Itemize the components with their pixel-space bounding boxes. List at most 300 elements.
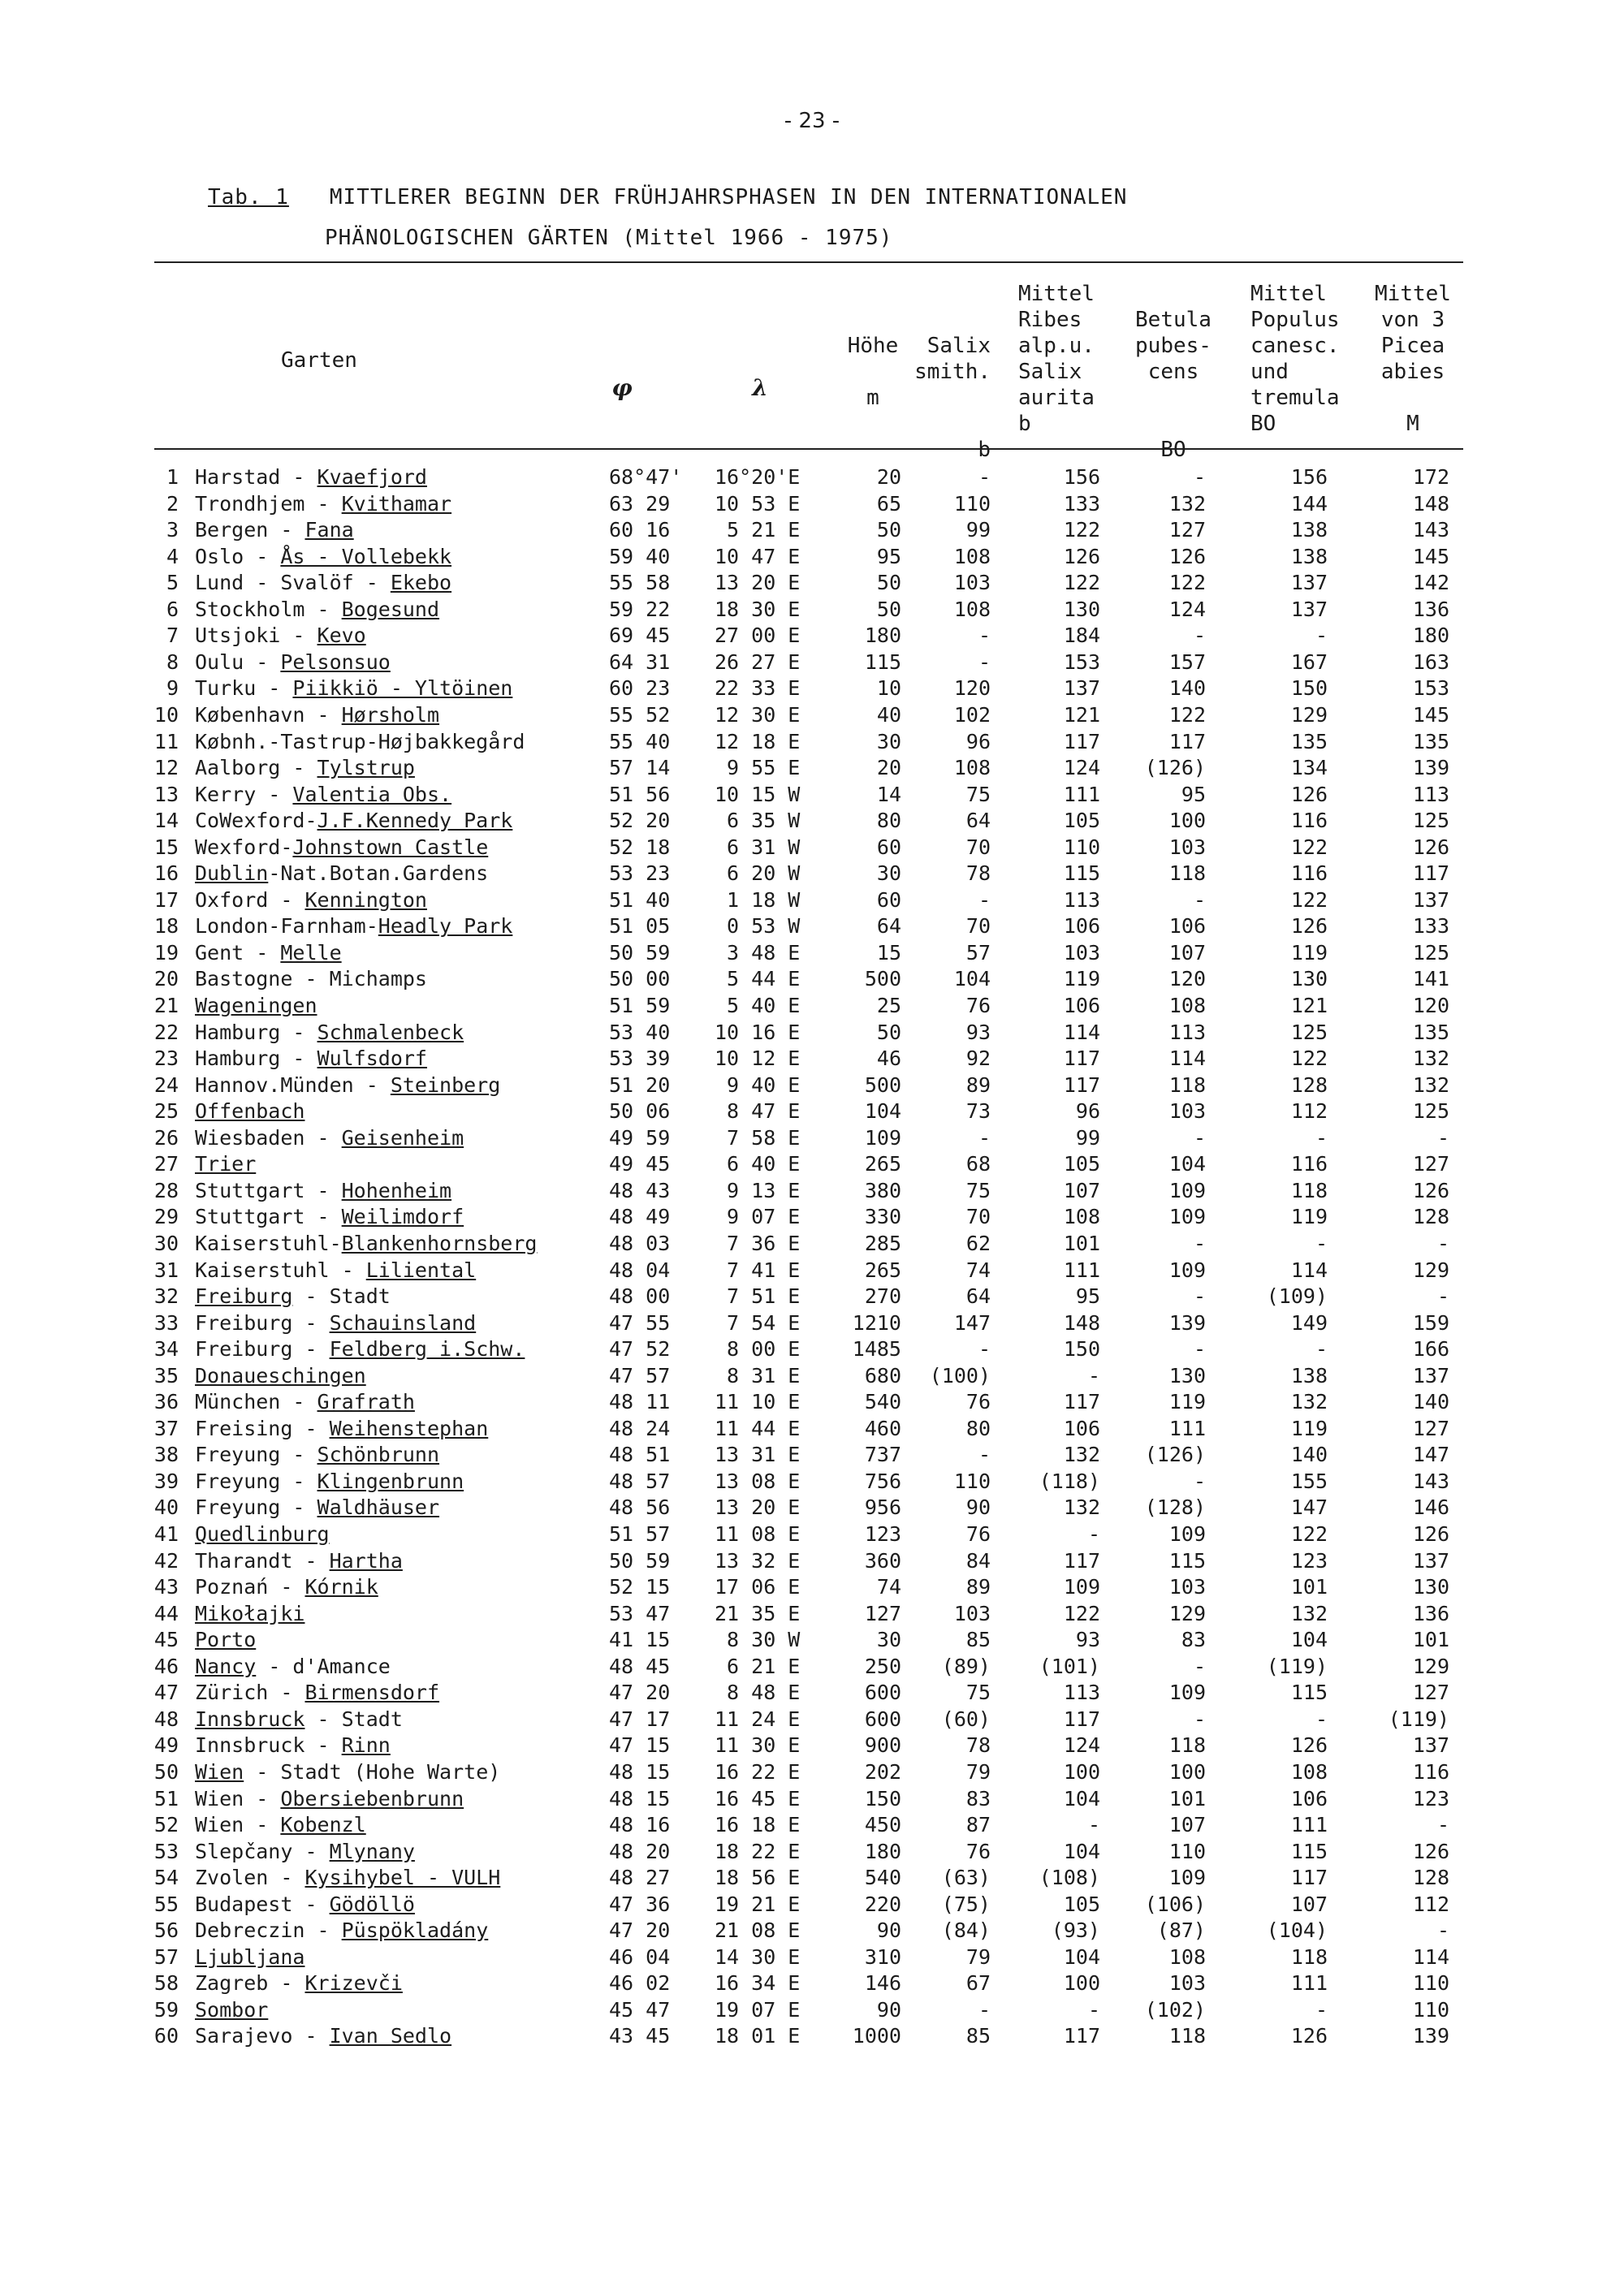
latitude-value: 47 17: [609, 1707, 671, 1731]
table-row: [0, 570, 1624, 596]
longitude-value: 27 00 E: [715, 624, 801, 648]
latitude-value: 53 47: [609, 1601, 671, 1625]
garden-name-pre: Wexford-: [195, 835, 293, 859]
betula-value: -: [1193, 1469, 1206, 1493]
picea-value: 137: [1412, 887, 1449, 912]
ribes-value: 153: [1063, 650, 1100, 674]
latitude-value: 55 58: [609, 571, 671, 595]
picea-value: 145: [1412, 702, 1449, 727]
betula-value: -: [1193, 465, 1206, 489]
picea-value: 146: [1412, 1495, 1449, 1520]
latitude-value: 47 52: [609, 1337, 671, 1362]
table-row: [0, 544, 1624, 570]
altitude-value: 25: [876, 994, 901, 1017]
longitude-value: 13 32 E: [715, 1548, 801, 1573]
garden-name: [195, 544, 617, 570]
longitude-value: 9 40 E: [715, 1072, 801, 1097]
betula-value: 157: [1168, 650, 1206, 674]
latitude-value: 52 18: [609, 835, 671, 859]
table-row: [0, 1098, 1624, 1124]
garden-name-pre: Freyung -: [195, 1495, 317, 1520]
longitude-value: 3 48 E: [715, 940, 801, 965]
picea-value: 126: [1412, 1839, 1449, 1863]
table-title-line-1: [208, 185, 1127, 209]
garden-name-pre: Freiburg -: [195, 1337, 330, 1362]
altitude-value: 150: [864, 1786, 901, 1810]
row-number: 53: [153, 1839, 179, 1863]
ribes-value: 100: [1063, 1759, 1100, 1784]
longitude-value: 6 21 E: [715, 1654, 801, 1678]
picea-value: 129: [1412, 1654, 1449, 1678]
betula-value: -: [1193, 1337, 1206, 1362]
altitude-value: 123: [864, 1522, 901, 1546]
longitude-value: 5 40 E: [715, 994, 801, 1017]
picea-value: 135: [1412, 1020, 1449, 1044]
latitude-value: 49 59: [609, 1125, 671, 1150]
table-row: [0, 1680, 1624, 1706]
table-row: [0, 1389, 1624, 1415]
salix-value: 103: [953, 571, 991, 595]
ribes-value: 105: [1063, 1152, 1100, 1176]
picea-value: 159: [1412, 1310, 1449, 1335]
garden-name-ul: Sombor: [195, 1997, 269, 2022]
picea-value: 127: [1412, 1681, 1449, 1705]
longitude-value: 8 47 E: [715, 1099, 801, 1124]
picea-value: 129: [1412, 1258, 1449, 1282]
altitude-value: 180: [864, 624, 901, 648]
longitude-value: 17 06 E: [715, 1575, 801, 1599]
row-number: 56: [153, 1918, 179, 1943]
table-row: [0, 1072, 1624, 1098]
table-row: [0, 755, 1624, 781]
salix-value: 80: [965, 1416, 991, 1440]
ribes-value: 117: [1063, 1072, 1100, 1097]
table-row: [0, 835, 1624, 861]
row-number: 8: [166, 650, 179, 674]
populus-value: 116: [1290, 1152, 1328, 1176]
garden-name: [195, 1601, 617, 1627]
altitude-value: 265: [864, 1152, 901, 1176]
picea-value: 142: [1412, 571, 1449, 595]
latitude-value: 50 06: [609, 1099, 671, 1124]
populus-value: -: [1315, 624, 1328, 648]
garden-name: [195, 2023, 617, 2049]
picea-value: -: [1436, 1284, 1449, 1309]
altitude-value: 1210: [852, 1310, 901, 1335]
salix-value: 103: [953, 1601, 991, 1625]
betula-value: -: [1193, 1231, 1206, 1255]
ribes-value: 103: [1063, 940, 1100, 965]
garden-name-ul: Headly Park: [378, 914, 513, 939]
ribes-value: 105: [1063, 809, 1100, 833]
altitude-value: 540: [864, 1866, 901, 1890]
salix-value: 75: [965, 782, 991, 806]
altitude-value: 270: [864, 1284, 901, 1309]
betula-value: 107: [1168, 1813, 1206, 1837]
latitude-value: 68°47': [609, 465, 683, 489]
ribes-value: 117: [1063, 1548, 1100, 1573]
populus-value: 118: [1290, 1944, 1328, 1969]
betula-value: 124: [1168, 597, 1206, 621]
garden-name: [195, 1310, 617, 1336]
longitude-value: 16 45 E: [715, 1786, 801, 1810]
salix-value: 89: [965, 1575, 991, 1599]
table-row: [0, 1046, 1624, 1072]
latitude-value: 48 49: [609, 1205, 671, 1229]
garden-name-pre: Oxford -: [195, 887, 305, 912]
header-populus: Mittel Populus canesc. und tremula BO: [1250, 282, 1340, 436]
row-number: 45: [153, 1628, 179, 1652]
latitude-value: 48 56: [609, 1495, 671, 1520]
picea-value: 128: [1412, 1866, 1449, 1890]
altitude-value: 60: [876, 887, 901, 912]
garden-name: [195, 1786, 617, 1812]
longitude-value: 8 00 E: [715, 1337, 801, 1362]
altitude-value: 30: [876, 1628, 901, 1652]
row-number: 40: [153, 1495, 179, 1520]
garden-name-pre: Gent -: [195, 940, 281, 965]
populus-value: -: [1315, 1337, 1328, 1362]
altitude-value: 127: [864, 1601, 901, 1625]
garden-name: [195, 464, 617, 490]
table-row: [0, 1151, 1624, 1177]
ribes-value: 117: [1063, 1390, 1100, 1414]
garden-name: [195, 491, 617, 517]
picea-value: 137: [1412, 1363, 1449, 1388]
longitude-value: 18 30 E: [715, 597, 801, 621]
salix-value: (60): [941, 1707, 991, 1731]
picea-value: 139: [1412, 2024, 1449, 2048]
salix-value: 64: [965, 1284, 991, 1309]
header-betula: Betula pubes- cens BO: [1135, 308, 1212, 462]
populus-value: 126: [1290, 1733, 1328, 1758]
populus-value: 117: [1290, 1866, 1328, 1890]
altitude-value: 220: [864, 1892, 901, 1916]
latitude-value: 63 29: [609, 491, 671, 516]
garden-name: [195, 729, 617, 755]
garden-name-ul: Wulfsdorf: [317, 1047, 427, 1071]
row-number: 35: [153, 1363, 179, 1388]
salix-value: 87: [965, 1813, 991, 1837]
salix-value: (84): [941, 1918, 991, 1943]
garden-name-ul: Hartha: [329, 1548, 403, 1573]
garden-name-ul: Geisenheim: [341, 1125, 464, 1150]
row-number: 6: [166, 597, 179, 621]
header-garten: Garten: [281, 348, 357, 373]
betula-value: 118: [1168, 2024, 1206, 2048]
garden-name-pre: Turku -: [195, 676, 293, 701]
row-number: 14: [153, 809, 179, 833]
longitude-value: 7 54 E: [715, 1310, 801, 1335]
header-ribes: Mittel Ribes alp.u. Salix aurita b: [1018, 282, 1095, 436]
picea-value: 137: [1412, 1733, 1449, 1758]
row-number: 26: [153, 1125, 179, 1150]
betula-value: 122: [1168, 702, 1206, 727]
longitude-value: 18 56 E: [715, 1866, 801, 1890]
garden-name-pre: Wiesbaden -: [195, 1125, 342, 1150]
picea-value: 153: [1412, 676, 1449, 701]
table-row: [0, 1918, 1624, 1944]
altitude-value: 756: [864, 1469, 901, 1493]
populus-value: 130: [1290, 967, 1328, 991]
garden-name-pre: Freiburg -: [195, 1310, 330, 1335]
row-number: 52: [153, 1813, 179, 1837]
row-number: 9: [166, 676, 179, 701]
row-number: 23: [153, 1047, 179, 1071]
row-number: 57: [153, 1944, 179, 1969]
header-hoehe: Höhe m: [847, 334, 899, 410]
garden-name: [195, 1125, 617, 1151]
betula-value: 126: [1168, 544, 1206, 568]
garden-name-pre: Tharandt -: [195, 1548, 330, 1573]
betula-value: (87): [1156, 1918, 1206, 1943]
altitude-value: 14: [876, 782, 901, 806]
table-row: [0, 913, 1624, 939]
populus-value: 134: [1290, 756, 1328, 780]
row-number: 5: [166, 571, 179, 595]
populus-value: 122: [1290, 887, 1328, 912]
garden-name-post: - Stadt: [304, 1707, 403, 1731]
longitude-value: 11 08 E: [715, 1522, 801, 1546]
garden-name-pre: Poznań -: [195, 1575, 305, 1599]
salix-value: 76: [965, 1522, 991, 1546]
garden-name: [195, 835, 617, 861]
salix-value: -: [978, 887, 991, 912]
ribes-value: 119: [1063, 967, 1100, 991]
ribes-value: 96: [1075, 1099, 1100, 1124]
betula-value: 103: [1168, 1575, 1206, 1599]
garden-name: [195, 1442, 617, 1468]
garden-name-pre: Sarajevo -: [195, 2024, 330, 2048]
row-number: 39: [153, 1469, 179, 1493]
populus-value: 122: [1290, 1522, 1328, 1546]
altitude-value: 115: [864, 650, 901, 674]
garden-name: [195, 1707, 617, 1733]
garden-name-ul: Kvaefjord: [317, 465, 427, 489]
longitude-value: 9 55 E: [715, 756, 801, 780]
picea-value: 166: [1412, 1337, 1449, 1362]
garden-name: [195, 966, 617, 992]
garden-name-pre: Stuttgart -: [195, 1205, 342, 1229]
salix-value: -: [978, 1443, 991, 1467]
ribes-value: 133: [1063, 491, 1100, 516]
salix-value: -: [978, 1337, 991, 1362]
table-row: [0, 464, 1624, 490]
ribes-value: 113: [1063, 1681, 1100, 1705]
garden-name-ul: Mikołajki: [195, 1601, 305, 1625]
table-row: [0, 1548, 1624, 1574]
betula-value: (126): [1144, 1443, 1206, 1467]
row-number: 16: [153, 861, 179, 886]
betula-value: 118: [1168, 861, 1206, 886]
populus-value: 167: [1290, 650, 1328, 674]
row-number: 20: [153, 967, 179, 991]
populus-value: -: [1315, 1997, 1328, 2022]
picea-value: 172: [1412, 465, 1449, 489]
populus-value: 137: [1290, 571, 1328, 595]
ribes-value: 150: [1063, 1337, 1100, 1362]
betula-value: 109: [1168, 1178, 1206, 1202]
salix-value: -: [978, 650, 991, 674]
table-row: [0, 517, 1624, 543]
row-number: 37: [153, 1416, 179, 1440]
salix-value: 99: [965, 518, 991, 542]
garden-name-pre: Zagreb -: [195, 1971, 305, 1996]
picea-value: 120: [1412, 994, 1449, 1017]
ribes-value: 130: [1063, 597, 1100, 621]
populus-value: 111: [1290, 1813, 1328, 1837]
row-number: 55: [153, 1892, 179, 1916]
garden-name: [195, 1733, 617, 1759]
garden-name: [195, 1416, 617, 1442]
garden-name: [195, 1892, 617, 1918]
ribes-value: 115: [1063, 861, 1100, 886]
latitude-value: 47 36: [609, 1892, 671, 1916]
ribes-value: (108): [1039, 1866, 1100, 1890]
garden-name-ul: Schauinsland: [329, 1310, 477, 1335]
header-salix: Salix smith. b: [914, 334, 991, 462]
ribes-value: 106: [1063, 994, 1100, 1017]
row-number: 3: [166, 518, 179, 542]
salix-value: (63): [941, 1866, 991, 1890]
garden-name: [195, 1098, 617, 1124]
populus-value: 137: [1290, 597, 1328, 621]
garden-name: [195, 1997, 617, 2023]
garden-name: [195, 1151, 617, 1177]
garden-name-ul: Klingenbrunn: [317, 1469, 464, 1493]
longitude-value: 10 15 W: [715, 782, 801, 806]
longitude-value: 11 44 E: [715, 1416, 801, 1440]
latitude-value: 51 20: [609, 1072, 671, 1097]
betula-value: 100: [1168, 809, 1206, 833]
betula-value: 117: [1168, 729, 1206, 753]
picea-value: 130: [1412, 1575, 1449, 1599]
populus-value: 116: [1290, 861, 1328, 886]
altitude-value: 95: [876, 544, 901, 568]
garden-name-ul: Ås - Vollebekk: [280, 544, 452, 568]
latitude-value: 53 23: [609, 861, 671, 886]
betula-value: 109: [1168, 1258, 1206, 1282]
table-row: [0, 1125, 1624, 1151]
picea-value: 113: [1412, 782, 1449, 806]
garden-name-pre: Utsjoki -: [195, 624, 317, 648]
garden-name-ul: Waldhäuser: [317, 1495, 440, 1520]
garden-name-ul: Kvithamar: [341, 491, 452, 516]
latitude-value: 46 04: [609, 1944, 671, 1969]
populus-value: 125: [1290, 1020, 1328, 1044]
latitude-value: 48 57: [609, 1469, 671, 1493]
altitude-value: 104: [864, 1099, 901, 1124]
garden-name-ul: Freiburg: [195, 1284, 293, 1309]
salix-value: 108: [953, 544, 991, 568]
garden-name-post: - d'Amance: [256, 1654, 391, 1678]
latitude-value: 55 52: [609, 702, 671, 727]
table-row: [0, 808, 1624, 834]
latitude-value: 48 45: [609, 1654, 671, 1678]
salix-value: 79: [965, 1759, 991, 1784]
picea-value: -: [1436, 1918, 1449, 1943]
garden-name-ul: Pelsonsuo: [280, 650, 391, 674]
picea-value: 132: [1412, 1047, 1449, 1071]
row-number: 51: [153, 1786, 179, 1810]
picea-value: 114: [1412, 1944, 1449, 1969]
garden-name: [195, 1759, 617, 1785]
ribes-value: 105: [1063, 1892, 1100, 1916]
garden-name-pre: Freyung -: [195, 1469, 317, 1493]
garden-name: [195, 993, 617, 1019]
table-row: [0, 491, 1624, 517]
picea-value: 136: [1412, 1601, 1449, 1625]
ribes-value: (101): [1039, 1654, 1100, 1678]
garden-name-ul: Hørsholm: [341, 702, 440, 727]
latitude-value: 49 45: [609, 1152, 671, 1176]
ribes-value: 106: [1063, 914, 1100, 939]
salix-value: 104: [953, 967, 991, 991]
longitude-value: 10 47 E: [715, 544, 801, 568]
garden-name-ul: Kevo: [317, 624, 366, 648]
garden-name-ul: Trier: [195, 1152, 257, 1176]
table-row: [0, 1997, 1624, 2023]
picea-value: 145: [1412, 544, 1449, 568]
longitude-value: 16 34 E: [715, 1971, 801, 1996]
garden-name-pre: Stockholm -: [195, 597, 342, 621]
ribes-value: 126: [1063, 544, 1100, 568]
populus-value: 150: [1290, 676, 1328, 701]
latitude-value: 48 16: [609, 1813, 671, 1837]
garden-name-ul: Liliental: [365, 1258, 477, 1282]
garden-name: [195, 650, 617, 675]
salix-value: 79: [965, 1944, 991, 1969]
populus-value: -: [1315, 1125, 1328, 1150]
salix-value: 57: [965, 940, 991, 965]
betula-value: 115: [1168, 1548, 1206, 1573]
salix-value: 74: [965, 1258, 991, 1282]
picea-value: -: [1436, 1231, 1449, 1255]
table-row: [0, 1521, 1624, 1547]
salix-value: 64: [965, 809, 991, 833]
picea-value: -: [1436, 1125, 1449, 1150]
altitude-value: 50: [876, 1020, 901, 1044]
garden-name: [195, 1284, 617, 1310]
garden-name-pre: Freyung -: [195, 1443, 317, 1467]
garden-name: [195, 782, 617, 808]
betula-value: 114: [1168, 1047, 1206, 1071]
longitude-value: 21 35 E: [715, 1601, 801, 1625]
populus-value: (119): [1266, 1654, 1328, 1678]
populus-value: 122: [1290, 835, 1328, 859]
latitude-value: 52 20: [609, 809, 671, 833]
betula-value: 130: [1168, 1363, 1206, 1388]
row-number: 54: [153, 1866, 179, 1890]
table-row: [0, 861, 1624, 887]
garden-name-ul: Kobenzl: [280, 1813, 366, 1837]
row-number: 13: [153, 782, 179, 806]
garden-name-ul: Gödöllö: [329, 1892, 415, 1916]
table-row: [0, 1204, 1624, 1230]
row-number: 7: [166, 624, 179, 648]
table-row: [0, 1574, 1624, 1600]
latitude-value: 55 40: [609, 729, 671, 753]
populus-value: 114: [1290, 1258, 1328, 1282]
garden-name: [195, 1469, 617, 1495]
garden-name-pre: Zvolen -: [195, 1866, 305, 1890]
garden-name-pre: Kaiserstuhl -: [195, 1258, 366, 1282]
longitude-value: 19 07 E: [715, 1997, 801, 2022]
populus-value: 119: [1290, 940, 1328, 965]
garden-name-pre: Innsbruck -: [195, 1733, 342, 1758]
table-row: [0, 623, 1624, 649]
betula-value: -: [1193, 1654, 1206, 1678]
